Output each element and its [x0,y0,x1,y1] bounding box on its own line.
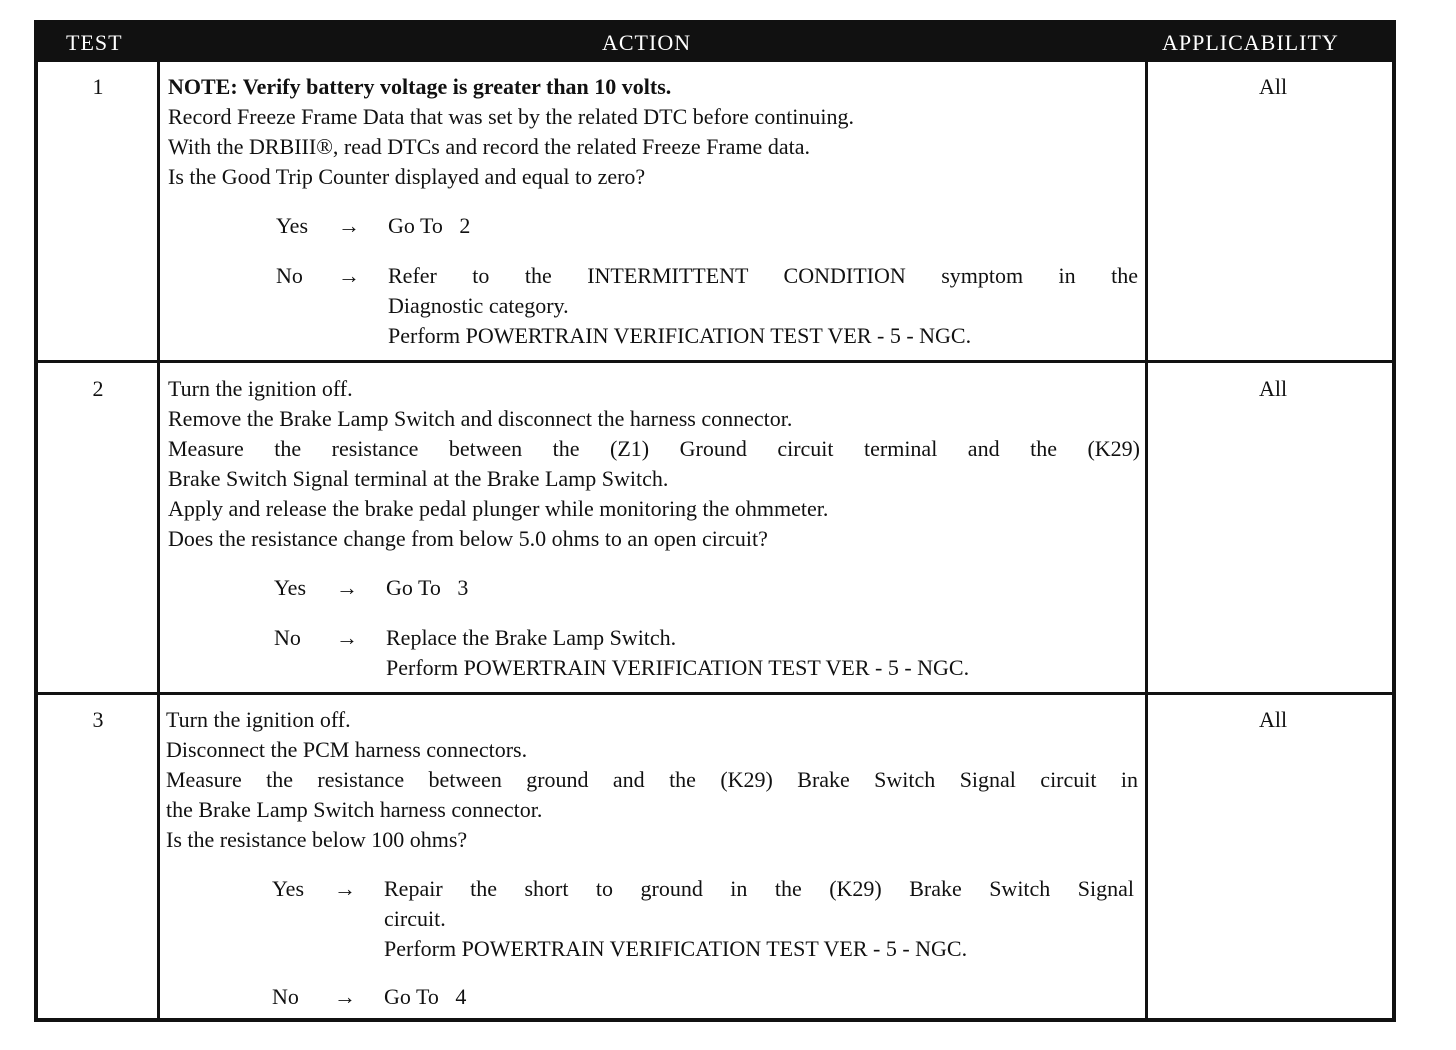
no-label: No [272,984,299,1009]
action-text-2 [168,374,1140,554]
arrow-icon: → [334,876,356,901]
yes-response-1 [276,211,1138,241]
yes-response-3 [272,874,1134,964]
yes-result [384,874,1134,964]
action-line: Is the resistance below 100 ohms? [166,827,468,852]
result-line: circuit. [384,906,446,931]
result-line: Repair the short to ground in the (K29) Brake Switch Signal [384,876,1134,901]
action-line: Apply and release the brake pedal plunger while monitoring the ohmmeter. [168,496,829,521]
note-text: NOTE: Verify battery voltage is greater than 10 volts. [168,74,672,99]
action-line: With the DRBIII®, read DTCs and record the related Freeze Frame data. [168,134,810,159]
header-applicability: APPLICABILITY [1162,30,1339,55]
result-line: Perform POWERTRAIN VERIFICATION TEST VER - 5 - NGC. [388,323,972,348]
action-line: Is the Good Trip Counter displayed and equal to zero? [168,164,646,189]
result-line: Replace the Brake Lamp Switch. [386,625,677,650]
column-divider-applicability [1145,24,1148,1018]
no-result [388,261,1138,351]
diagnostic-test-table [34,20,1396,1022]
action-line: Measure the resistance between ground and the (K29) Brake Switch Signal circuit in [166,767,1138,792]
action-line: Turn the ignition off. [168,376,353,401]
action-text-3 [166,705,1138,855]
arrow-icon: → [334,984,356,1009]
arrow-icon: → [338,213,360,238]
yes-response-2 [274,573,1136,603]
action-text-1 [168,72,1140,192]
table-header [38,24,1392,62]
action-line: Disconnect the PCM harness connectors. [166,737,528,762]
header-test: TEST [66,30,123,55]
action-line: Measure the resistance between the (Z1) Ground circuit terminal and the (K29) [168,436,1140,461]
action-line: Brake Switch Signal terminal at the Brake Lamp Switch. [168,466,669,491]
yes-label: Yes [272,876,305,901]
action-line: Remove the Brake Lamp Switch and disconnect the harness connector. [168,406,793,431]
result-line: Perform POWERTRAIN VERIFICATION TEST VER - 5 - NGC. [384,936,968,961]
test-number-1: 1 [92,74,104,99]
header-action: ACTION [602,30,692,55]
applicability-2: All [1258,376,1288,401]
no-response-3 [272,982,1134,1012]
applicability-1: All [1258,74,1288,99]
action-line: Record Freeze Frame Data that was set by the related DTC before continuing. [168,104,855,129]
yes-label: Yes [276,213,309,238]
row-divider-1 [38,360,1392,363]
arrow-icon: → [336,575,358,600]
applicability-3: All [1258,707,1288,732]
test-number-2: 2 [92,376,104,401]
result-line: Refer to the INTERMITTENT CONDITION symptom in the [388,263,1138,288]
test-number-3: 3 [92,707,104,732]
column-divider-test [157,24,160,1018]
yes-result: Go To 3 [386,575,469,600]
no-label: No [274,625,301,650]
action-line: Turn the ignition off. [166,707,351,732]
action-line: Does the resistance change from below 5.0 ohms to an open circuit? [168,526,768,551]
no-label: No [276,263,303,288]
result-line: Diagnostic category. [388,293,569,318]
arrow-icon: → [338,263,360,288]
no-response-1 [276,261,1138,351]
arrow-icon: → [336,625,358,650]
no-result: Go To 4 [384,984,467,1009]
action-line: the Brake Lamp Switch harness connector. [166,797,543,822]
no-response-2 [274,623,1136,683]
no-result [386,623,1136,683]
yes-result: Go To 2 [388,213,471,238]
row-divider-2 [38,692,1392,695]
result-line: Perform POWERTRAIN VERIFICATION TEST VER - 5 - NGC. [386,655,970,680]
yes-label: Yes [274,575,307,600]
